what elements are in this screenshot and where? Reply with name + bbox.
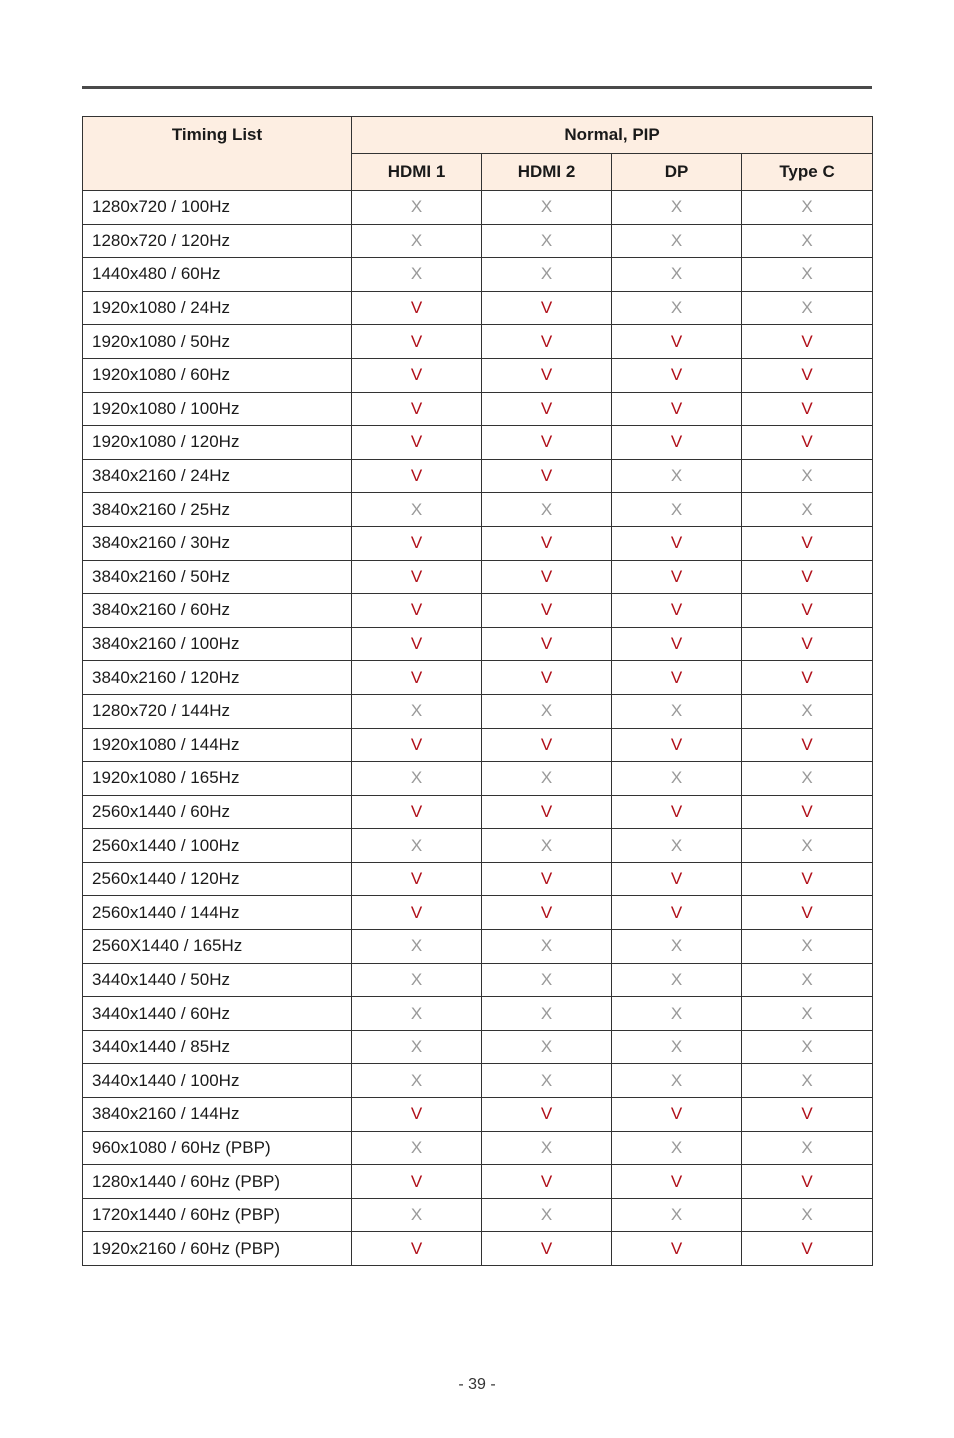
- support-mark-type-c: X: [742, 191, 873, 225]
- timing-cell: 3440x1440 / 50Hz: [83, 963, 352, 997]
- support-mark-type-c: V: [742, 728, 873, 762]
- support-mark-dp: V: [612, 661, 742, 695]
- support-mark-dp: X: [612, 1030, 742, 1064]
- support-mark-dp: X: [612, 1064, 742, 1098]
- support-mark-hdmi2: V: [482, 325, 612, 359]
- support-mark-hdmi2: V: [482, 627, 612, 661]
- table-row: [83, 526, 873, 560]
- timing-table: [82, 116, 873, 1266]
- table-row: [83, 459, 873, 493]
- timing-cell: 1920x1080 / 100Hz: [83, 392, 352, 426]
- support-mark-hdmi2: V: [482, 896, 612, 930]
- support-mark-hdmi2: V: [482, 392, 612, 426]
- support-mark-hdmi2: X: [482, 762, 612, 796]
- timing-cell: 1920x2160 / 60Hz (PBP): [83, 1232, 352, 1266]
- support-mark-dp: V: [612, 896, 742, 930]
- support-mark-hdmi2: X: [482, 1030, 612, 1064]
- support-mark-type-c: V: [742, 1098, 873, 1132]
- header-normal-pip: Normal, PIP: [352, 117, 873, 154]
- support-mark-type-c: V: [742, 392, 873, 426]
- support-mark-hdmi1: X: [352, 694, 482, 728]
- support-mark-hdmi2: V: [482, 862, 612, 896]
- support-mark-hdmi2: X: [482, 997, 612, 1031]
- support-mark-hdmi1: X: [352, 762, 482, 796]
- support-mark-hdmi1: X: [352, 1030, 482, 1064]
- support-mark-type-c: X: [742, 997, 873, 1031]
- support-mark-hdmi2: X: [482, 1131, 612, 1165]
- support-mark-type-c: X: [742, 258, 873, 292]
- support-mark-type-c: X: [742, 1030, 873, 1064]
- support-mark-hdmi1: X: [352, 963, 482, 997]
- header-dp: DP: [612, 154, 742, 191]
- timing-cell: 3440x1440 / 85Hz: [83, 1030, 352, 1064]
- support-mark-hdmi1: X: [352, 997, 482, 1031]
- timing-cell: 3440x1440 / 100Hz: [83, 1064, 352, 1098]
- timing-cell: 1920x1080 / 50Hz: [83, 325, 352, 359]
- table-row: [83, 896, 873, 930]
- timing-cell: 1720x1440 / 60Hz (PBP): [83, 1198, 352, 1232]
- table-row: [83, 1098, 873, 1132]
- support-mark-dp: V: [612, 325, 742, 359]
- support-mark-type-c: V: [742, 862, 873, 896]
- support-mark-hdmi2: V: [482, 526, 612, 560]
- header-type-c: Type C: [742, 154, 873, 191]
- support-mark-hdmi2: X: [482, 191, 612, 225]
- support-mark-dp: V: [612, 358, 742, 392]
- support-mark-hdmi1: X: [352, 191, 482, 225]
- support-mark-type-c: V: [742, 896, 873, 930]
- support-mark-dp: X: [612, 493, 742, 527]
- support-mark-dp: V: [612, 594, 742, 628]
- table-row: [83, 728, 873, 762]
- support-mark-hdmi1: V: [352, 1232, 482, 1266]
- support-mark-dp: X: [612, 191, 742, 225]
- support-mark-hdmi2: X: [482, 258, 612, 292]
- support-mark-dp: X: [612, 1198, 742, 1232]
- timing-cell: 3840x2160 / 30Hz: [83, 526, 352, 560]
- support-mark-hdmi1: V: [352, 358, 482, 392]
- timing-cell: 960x1080 / 60Hz (PBP): [83, 1131, 352, 1165]
- table-row: [83, 258, 873, 292]
- support-mark-dp: X: [612, 694, 742, 728]
- support-mark-dp: V: [612, 1232, 742, 1266]
- support-mark-hdmi2: X: [482, 493, 612, 527]
- support-mark-hdmi1: X: [352, 493, 482, 527]
- support-mark-dp: X: [612, 258, 742, 292]
- table-body: [83, 191, 873, 1266]
- support-mark-type-c: X: [742, 694, 873, 728]
- timing-cell: 1280x720 / 144Hz: [83, 694, 352, 728]
- support-mark-dp: X: [612, 930, 742, 964]
- support-mark-type-c: V: [742, 526, 873, 560]
- support-mark-type-c: X: [742, 1131, 873, 1165]
- support-mark-type-c: X: [742, 291, 873, 325]
- support-mark-hdmi2: V: [482, 358, 612, 392]
- table-row: [83, 191, 873, 225]
- support-mark-hdmi1: V: [352, 560, 482, 594]
- support-mark-hdmi1: X: [352, 258, 482, 292]
- timing-cell: 3840x2160 / 25Hz: [83, 493, 352, 527]
- table-row: [83, 930, 873, 964]
- support-mark-hdmi1: X: [352, 1064, 482, 1098]
- table-row: [83, 762, 873, 796]
- table-row: [83, 862, 873, 896]
- table-row: [83, 392, 873, 426]
- table-row: [83, 594, 873, 628]
- support-mark-type-c: X: [742, 1064, 873, 1098]
- support-mark-hdmi1: V: [352, 795, 482, 829]
- support-mark-dp: X: [612, 459, 742, 493]
- support-mark-dp: V: [612, 526, 742, 560]
- support-mark-hdmi1: V: [352, 627, 482, 661]
- support-mark-type-c: V: [742, 795, 873, 829]
- support-mark-hdmi1: V: [352, 728, 482, 762]
- support-mark-hdmi2: V: [482, 1165, 612, 1199]
- support-mark-dp: X: [612, 224, 742, 258]
- table-row: [83, 1198, 873, 1232]
- support-mark-dp: X: [612, 997, 742, 1031]
- support-mark-hdmi1: X: [352, 1198, 482, 1232]
- support-mark-hdmi1: V: [352, 1165, 482, 1199]
- header-hdmi1: HDMI 1: [352, 154, 482, 191]
- support-mark-hdmi1: V: [352, 459, 482, 493]
- support-mark-dp: V: [612, 560, 742, 594]
- support-mark-hdmi2: V: [482, 661, 612, 695]
- timing-cell: 1920x1080 / 120Hz: [83, 426, 352, 460]
- support-mark-type-c: V: [742, 627, 873, 661]
- support-mark-hdmi1: V: [352, 426, 482, 460]
- table-row: [83, 1030, 873, 1064]
- support-mark-dp: X: [612, 829, 742, 863]
- support-mark-hdmi2: X: [482, 1064, 612, 1098]
- support-mark-type-c: X: [742, 963, 873, 997]
- support-mark-type-c: V: [742, 1232, 873, 1266]
- support-mark-type-c: X: [742, 459, 873, 493]
- table-row: [83, 493, 873, 527]
- support-mark-dp: V: [612, 795, 742, 829]
- support-mark-type-c: X: [742, 930, 873, 964]
- support-mark-hdmi1: X: [352, 1131, 482, 1165]
- support-mark-type-c: V: [742, 358, 873, 392]
- support-mark-dp: V: [612, 1165, 742, 1199]
- support-mark-hdmi1: V: [352, 1098, 482, 1132]
- timing-cell: 1920x1080 / 165Hz: [83, 762, 352, 796]
- timing-cell: 1280x720 / 120Hz: [83, 224, 352, 258]
- support-mark-hdmi2: V: [482, 1098, 612, 1132]
- timing-cell: 3840x2160 / 100Hz: [83, 627, 352, 661]
- timing-cell: 1280x720 / 100Hz: [83, 191, 352, 225]
- table-row: [83, 1232, 873, 1266]
- timing-cell: 1440x480 / 60Hz: [83, 258, 352, 292]
- support-mark-hdmi1: X: [352, 224, 482, 258]
- support-mark-hdmi1: V: [352, 661, 482, 695]
- table-row: [83, 358, 873, 392]
- table-row: [83, 325, 873, 359]
- support-mark-type-c: X: [742, 493, 873, 527]
- support-mark-dp: X: [612, 291, 742, 325]
- support-mark-hdmi2: V: [482, 728, 612, 762]
- page-number: - 39 -: [458, 1376, 496, 1393]
- timing-cell: 1920x1080 / 24Hz: [83, 291, 352, 325]
- support-mark-hdmi2: X: [482, 963, 612, 997]
- support-mark-hdmi2: X: [482, 829, 612, 863]
- support-mark-type-c: X: [742, 1198, 873, 1232]
- support-mark-type-c: X: [742, 762, 873, 796]
- table-row: [83, 795, 873, 829]
- support-mark-hdmi2: X: [482, 1198, 612, 1232]
- table-row: [83, 1165, 873, 1199]
- timing-cell: 3440x1440 / 60Hz: [83, 997, 352, 1031]
- support-mark-hdmi2: V: [482, 459, 612, 493]
- support-mark-dp: V: [612, 728, 742, 762]
- support-mark-hdmi2: X: [482, 224, 612, 258]
- timing-cell: 2560X1440 / 165Hz: [83, 930, 352, 964]
- support-mark-hdmi2: X: [482, 930, 612, 964]
- support-mark-hdmi1: V: [352, 291, 482, 325]
- timing-cell: 2560x1440 / 144Hz: [83, 896, 352, 930]
- support-mark-type-c: V: [742, 560, 873, 594]
- support-mark-dp: V: [612, 1098, 742, 1132]
- support-mark-hdmi1: V: [352, 862, 482, 896]
- table-header: [83, 117, 873, 191]
- support-mark-dp: V: [612, 426, 742, 460]
- support-mark-type-c: V: [742, 325, 873, 359]
- timing-cell: 1280x1440 / 60Hz (PBP): [83, 1165, 352, 1199]
- support-mark-hdmi2: V: [482, 291, 612, 325]
- timing-cell: 3840x2160 / 144Hz: [83, 1098, 352, 1132]
- table-row: [83, 661, 873, 695]
- support-mark-hdmi1: V: [352, 594, 482, 628]
- support-mark-hdmi2: V: [482, 795, 612, 829]
- table-row: [83, 963, 873, 997]
- support-mark-hdmi2: V: [482, 1232, 612, 1266]
- timing-cell: 3840x2160 / 60Hz: [83, 594, 352, 628]
- support-mark-dp: V: [612, 627, 742, 661]
- support-mark-type-c: V: [742, 1165, 873, 1199]
- support-mark-hdmi2: V: [482, 560, 612, 594]
- support-mark-hdmi2: X: [482, 694, 612, 728]
- table-row: [83, 1064, 873, 1098]
- table-row: [83, 829, 873, 863]
- support-mark-hdmi2: V: [482, 426, 612, 460]
- support-mark-hdmi2: V: [482, 594, 612, 628]
- timing-cell: 2560x1440 / 120Hz: [83, 862, 352, 896]
- support-mark-type-c: V: [742, 594, 873, 628]
- support-mark-type-c: V: [742, 426, 873, 460]
- support-mark-dp: X: [612, 762, 742, 796]
- timing-cell: 2560x1440 / 100Hz: [83, 829, 352, 863]
- timing-cell: 3840x2160 / 24Hz: [83, 459, 352, 493]
- table-row: [83, 997, 873, 1031]
- timing-cell: 3840x2160 / 120Hz: [83, 661, 352, 695]
- table-row: [83, 291, 873, 325]
- table-row: [83, 560, 873, 594]
- support-mark-dp: V: [612, 392, 742, 426]
- support-mark-hdmi1: X: [352, 930, 482, 964]
- header-hdmi2: HDMI 2: [482, 154, 612, 191]
- table-row: [83, 694, 873, 728]
- timing-cell: 2560x1440 / 60Hz: [83, 795, 352, 829]
- support-mark-dp: V: [612, 862, 742, 896]
- table-row: [83, 426, 873, 460]
- timing-cell: 1920x1080 / 144Hz: [83, 728, 352, 762]
- timing-cell: 1920x1080 / 60Hz: [83, 358, 352, 392]
- support-mark-type-c: V: [742, 661, 873, 695]
- support-mark-hdmi1: V: [352, 392, 482, 426]
- timing-cell: 3840x2160 / 50Hz: [83, 560, 352, 594]
- support-mark-hdmi1: X: [352, 829, 482, 863]
- support-mark-hdmi1: V: [352, 526, 482, 560]
- table-row: [83, 1131, 873, 1165]
- table-row: [83, 627, 873, 661]
- support-mark-hdmi1: V: [352, 896, 482, 930]
- top-rule: [82, 86, 872, 89]
- support-mark-type-c: X: [742, 829, 873, 863]
- support-mark-hdmi1: V: [352, 325, 482, 359]
- support-mark-dp: X: [612, 1131, 742, 1165]
- header-timing-list: Timing List: [83, 117, 352, 191]
- support-mark-dp: X: [612, 963, 742, 997]
- support-mark-type-c: X: [742, 224, 873, 258]
- table-row: [83, 224, 873, 258]
